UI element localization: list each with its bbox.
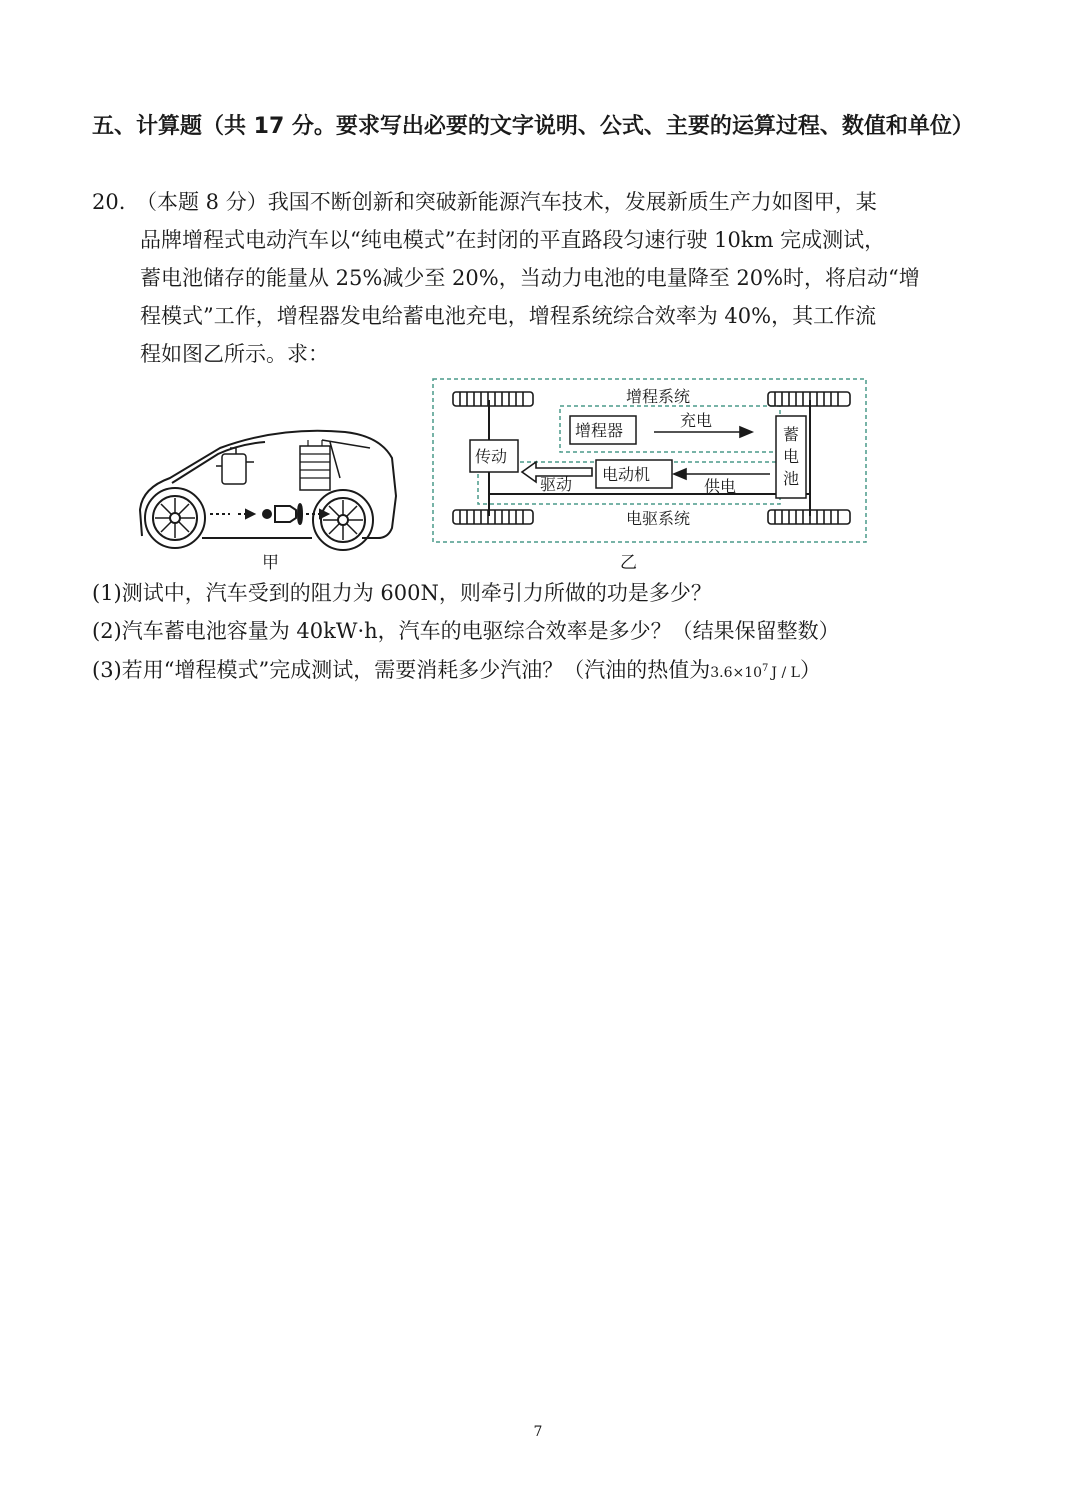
label-battery-2: 电 (783, 447, 800, 466)
question-line-4: 程模式”工作，增程器发电给蓄电池充电，增程系统综合效率为 40%，其工作流 (140, 304, 877, 328)
label-range-extender-system: 增程系统 (626, 387, 691, 406)
question-line-3: 蓄电池储存的能量从 25%减少至 20%，当动力电池的电量降至 20%时，将启动“增 (140, 266, 920, 290)
label-range-extender: 增程器 (575, 421, 624, 440)
subquestion-3 (92, 650, 821, 692)
subquestion-3-text: (3)若用“增程模式”完成测试，需要消耗多少汽油？（汽油的热值为 (92, 658, 711, 682)
label-drive: 驱动 (540, 475, 573, 494)
label-supply: 供电 (704, 477, 737, 496)
heat-value-base: 3.6×10 (710, 665, 763, 681)
question-line-1: （本题 8 分）我国不断创新和突破新能源汽车技术，发展新质生产力如图甲，某 (136, 190, 877, 214)
question-line-2: 品牌增程式电动汽车以“纯电模式”在封闭的平直路段匀速行驶 10km 完成测试， (140, 228, 886, 252)
section-heading: 五、计算题（共 17 分。要求写出必要的文字说明、公式、主要的运算过程、数值和单位） (92, 114, 974, 139)
heat-value-unit: J / L (771, 665, 800, 681)
label-electric-drive-system: 电驱系统 (626, 509, 691, 528)
page-number: 7 (533, 1424, 543, 1440)
label-battery-1: 蓄 (783, 425, 800, 444)
figure-jia-caption: 甲 (262, 553, 279, 573)
question-number: 20. (92, 190, 126, 214)
question-line-5: 程如图乙所示。求： (140, 342, 329, 366)
figure-yi-diagram (428, 374, 874, 552)
label-charge: 充电 (680, 411, 713, 430)
label-battery-3: 池 (783, 469, 800, 488)
figure-yi-caption: 乙 (620, 553, 637, 573)
label-motor: 电动机 (602, 465, 651, 484)
subquestion-2: (2)汽车蓄电池容量为 40kW·h，汽车的电驱综合效率是多少？（结果保留整数） (92, 619, 840, 643)
subquestion-1: (1)测试中，汽车受到的阻力为 600N，则牵引力所做的功是多少？ (92, 581, 712, 605)
subquestion-3-close: ） (799, 658, 821, 682)
label-transmission: 传动 (475, 447, 508, 466)
heat-value-exponent: 7 (762, 663, 769, 674)
